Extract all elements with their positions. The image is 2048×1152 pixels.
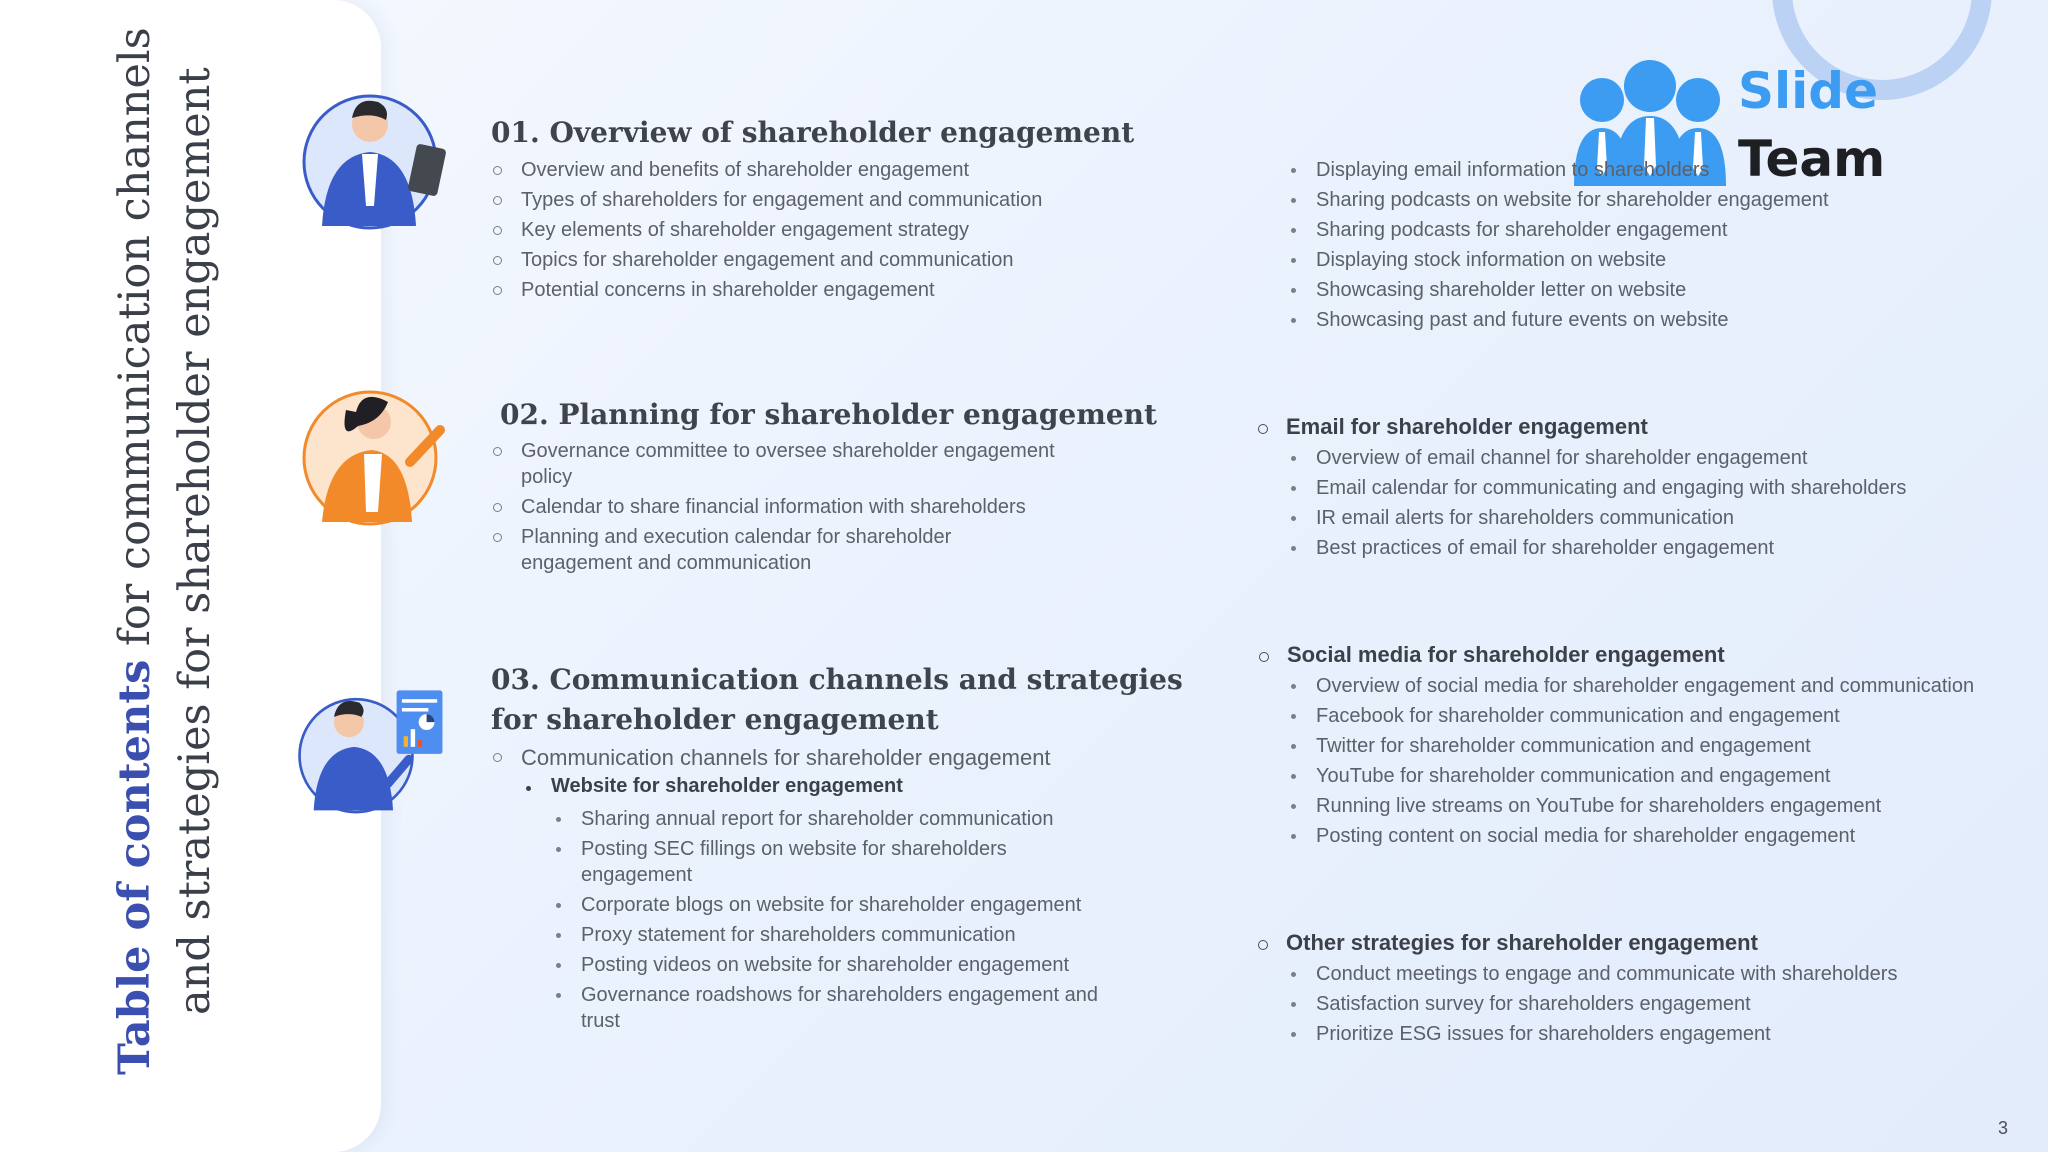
- other-strategies-heading: Other strategies for shareholder engagement: [1256, 930, 1758, 956]
- website-continued-list: [1286, 157, 1926, 337]
- list-item: Potential concerns in shareholder engagement: [491, 277, 1111, 303]
- man-chart-presentation-icon: [296, 678, 446, 828]
- woman-presenter-icon: [300, 382, 450, 532]
- list-item: Showcasing shareholder letter on website: [1286, 277, 1926, 303]
- email-list: [1286, 445, 1986, 565]
- list-item: Communication channels for shareholder engagement: [491, 744, 1171, 772]
- list-item: Types of shareholders for engagement and communication: [491, 187, 1111, 213]
- list-item: Email calendar for communicating and engaging with shareholders: [1286, 475, 1986, 501]
- social-media-list: [1286, 673, 2026, 853]
- title-line2: and strategies for shareholder engagement: [170, 67, 220, 1015]
- page-number: 3: [1998, 1118, 2009, 1138]
- vertical-title: [105, 27, 225, 1075]
- businessman-tablet-icon: [300, 86, 450, 236]
- list-item: Governance roadshows for shareholders engagement and trust: [551, 982, 1111, 1034]
- list-item: Overview and benefits of shareholder engagement: [491, 157, 1111, 183]
- list-item: YouTube for shareholder communication and engagement: [1286, 763, 2026, 789]
- title-highlight: Table of contents: [110, 659, 160, 1075]
- list-item: Satisfaction survey for shareholders engagement: [1286, 991, 1986, 1017]
- list-item: Posting SEC fillings on website for shareholders engagement: [551, 836, 1111, 888]
- list-item: Prioritize ESG issues for shareholders engagement: [1286, 1021, 1986, 1047]
- list-item: Governance committee to oversee shareholder engagement policy: [491, 438, 1061, 490]
- section-2-list: [491, 438, 1061, 580]
- logo-slide-text: Slide: [1738, 62, 1878, 120]
- list-item: IR email alerts for shareholders communication: [1286, 505, 1986, 531]
- list-item: Conduct meetings to engage and communicate with shareholders: [1286, 961, 1986, 987]
- logo-team-text: Team: [1738, 130, 1886, 188]
- list-item: Key elements of shareholder engagement strategy: [491, 217, 1111, 243]
- list-item: Running live streams on YouTube for shareholders engagement: [1286, 793, 2026, 819]
- list-item: Proxy statement for shareholders communication: [551, 922, 1111, 948]
- list-item: Sharing annual report for shareholder communication: [551, 806, 1111, 832]
- section-1-list: [491, 157, 1111, 307]
- list-item: Overview of social media for shareholder engagement and communication: [1286, 673, 2026, 699]
- list-item: Topics for shareholder engagement and communication: [491, 247, 1111, 273]
- list-item: Displaying email information to shareholders: [1286, 157, 1926, 183]
- list-item: Twitter for shareholder communication and engagement: [1286, 733, 2026, 759]
- list-item: Sharing podcasts for shareholder engagement: [1286, 217, 1926, 243]
- section-1-title: 01. Overview of shareholder engagement: [491, 116, 1135, 149]
- social-media-heading: Social media for shareholder engagement: [1257, 642, 1725, 668]
- list-item: Displaying stock information on website: [1286, 247, 1926, 273]
- email-heading: Email for shareholder engagement: [1256, 414, 1648, 440]
- website-subheading: Website for shareholder engagement: [521, 775, 903, 798]
- list-item: Calendar to share financial information with shareholders: [491, 494, 1061, 520]
- list-item: Best practices of email for shareholder engagement: [1286, 535, 1986, 561]
- list-item: Posting content on social media for shareholder engagement: [1286, 823, 2026, 849]
- list-item: Showcasing past and future events on website: [1286, 307, 1926, 333]
- list-item: Facebook for shareholder communication and engagement: [1286, 703, 2026, 729]
- title-rest: for communication channels: [110, 27, 160, 660]
- section-3-title: 03. Communication channels and strategies for shareholder engagement: [491, 663, 1183, 736]
- list-item: Corporate blogs on website for shareholder engagement: [551, 892, 1111, 918]
- list-item: Posting videos on website for shareholder engagement: [551, 952, 1111, 978]
- section-3-channel-list: [491, 744, 1171, 776]
- website-list: [551, 806, 1111, 1038]
- list-item: Sharing podcasts on website for shareholder engagement: [1286, 187, 1926, 213]
- section-2-title: 02. Planning for shareholder engagement: [500, 398, 1157, 431]
- list-item: Planning and execution calendar for shareholder engagement and communication: [491, 524, 1061, 576]
- list-item: Overview of email channel for shareholder engagement: [1286, 445, 1986, 471]
- other-strategies-list: [1286, 961, 1986, 1051]
